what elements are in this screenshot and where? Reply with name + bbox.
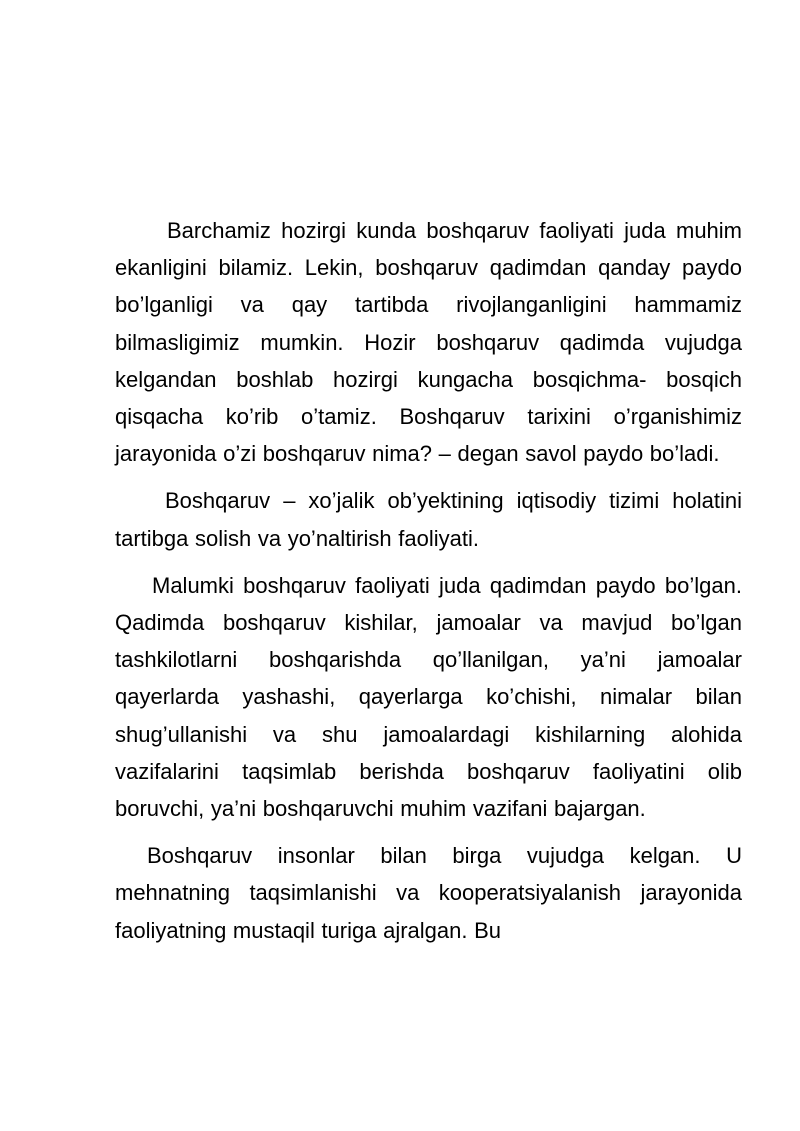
paragraph-3: Malumki boshqaruv faoliyati juda qadimdan paydo bo’lgan. Qadimda boshqaruv kishilar, jamoalar va mavjud bo’lgan tashkilotlarni boshqarishda qo’llanilgan, ya’ni jamoalar qayerlarda yashashi, qayerlarga ko’chishi, nimalar bilan shug’ullanishi va shu jamoalardagi kishilarning alohida vazifalarini taqsimlab berishda boshqaruv faoliyatini olib boruvchi, ya’ni boshqaruvchi muhim vazifani bajargan.: [115, 572, 742, 822]
document-body: [115, 212, 742, 959]
paragraph-2: Boshqaruv – xo’jalik ob’yektining iqtisodiy tizimi holatini tartibga solish va yo’naltirish faoliyati.: [115, 488, 742, 551]
paragraph-4: Boshqaruv insonlar bilan birga vujudga kelgan. U mehnatning taqsimlanishi va kooperatsiyalanish jarayonida faoliyatning mustaqil turiga ajralgan. Bu: [115, 843, 742, 943]
paragraph-1: Barchamiz hozirgi kunda boshqaruv faoliyati juda muhim ekanligini bilamiz. Lekin, boshqaruv qadimdan qanday paydo bo’lganligi va qay tartibda rivojlanganligini hammamiz bilmasligimiz mumkin. Hozir boshqaruv qadimda vujudga kelgandan boshlab hozirgi kungacha bosqichma- bosqich qisqacha ko’rib o’tamiz. Boshqaruv tarixini o’rganishimiz jarayonida o’zi boshqaruv nima? – degan savol paydo bo’ladi.: [115, 218, 742, 467]
